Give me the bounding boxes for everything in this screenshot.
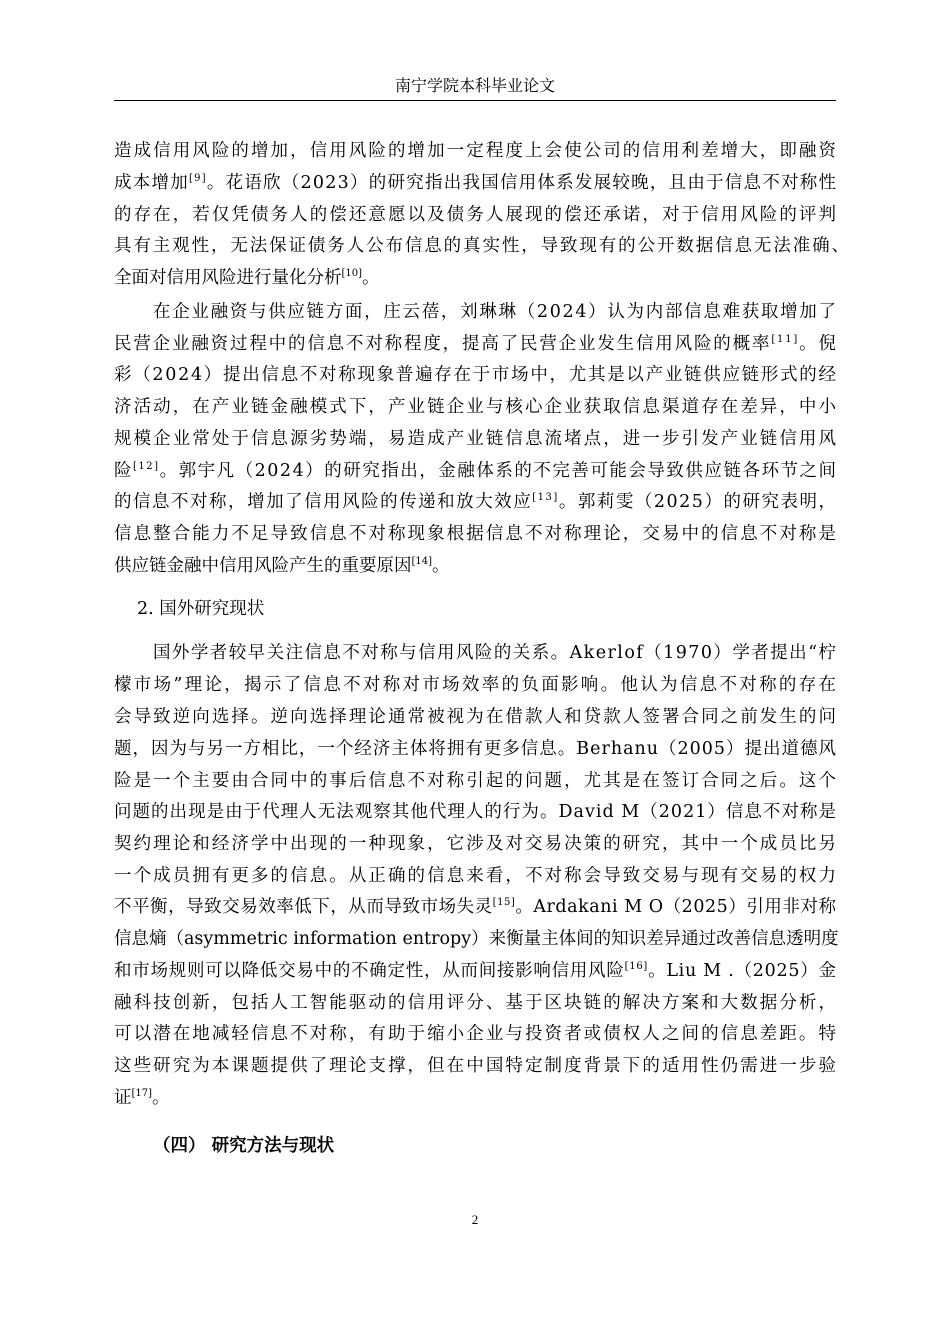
citation-ref: [11]	[771, 334, 800, 345]
citation-ref: [15]	[492, 897, 516, 908]
text-line	[114, 1055, 838, 1077]
text-line-content: 可以潜在地减轻信息不对称，有助于缩小企业与投资者或债权人之间的信息差距。特	[114, 1024, 839, 1044]
text-line	[114, 833, 838, 855]
text-line-content: 规模企业常处于信息源劣势端，易造成产业链信息流堵点，进一步引发产业链信用风	[114, 429, 839, 449]
text-line-content: 济活动，在产业链金融模式下，产业链企业与核心企业获取信息渠道存在差异，中小	[114, 397, 839, 417]
text-line-content: 民营企业融资过程中的信息不对称程度，提高了民营企业发生信用风险的概率	[114, 334, 772, 354]
header-divider	[114, 100, 836, 101]
citation-ref: [16]	[624, 961, 649, 972]
text-line-content: 问题的出现是由于代理人无法观察其他代理人的行为。David M（2021）信息不对称是	[114, 802, 838, 822]
text-line	[114, 364, 838, 386]
text-line	[114, 1023, 838, 1045]
text-line-content: 契约理论和经济学中出现的一种现象，它涉及对交易决策的研究，其中一个成员比另	[114, 834, 839, 854]
text-line-content: 融科技创新，包括人工智能驱动的信用评分、基于区块链的解决方案和大数据分析，	[114, 993, 839, 1013]
text-line-content: 的存在，若仅凭债务人的偿还意愿以及债务人展现的偿还承诺，对于信用风险的评判	[114, 205, 839, 225]
text-line-content: 证	[114, 1088, 132, 1108]
text-line	[114, 992, 838, 1014]
text-line	[114, 706, 838, 728]
text-line-continuation: 。郭莉雯（2025）的研究表明，	[558, 492, 838, 512]
text-line	[114, 204, 838, 226]
text-line	[114, 674, 838, 696]
text-line	[114, 396, 838, 418]
text-line-content: 的信息不对称，增加了信用风险的传递和放大效应	[114, 492, 533, 512]
text-line-content: 信息熵（asymmetric information entropy）来衡量主体间的知识差异通过改善信息透明度	[114, 929, 839, 949]
text-line	[114, 770, 838, 792]
text-line-content: 具有主观性，无法保证债务人公布信息的真实性，导致现有的公开数据信息无法准确、	[114, 236, 851, 256]
text-line	[114, 1087, 170, 1109]
citation-ref: [13]	[532, 492, 559, 503]
text-line	[114, 960, 837, 982]
text-line-content: 会导致逆向选择。逆向选择理论通常被视为在借款人和贷款人签署合同之前发生的问	[114, 707, 839, 727]
text-line-continuation: 。	[362, 268, 380, 288]
text-line	[114, 140, 838, 162]
text-line-continuation: 。	[152, 1088, 170, 1108]
text-line	[114, 865, 838, 887]
text-line-content: 不平衡，导致交易效率低下，从而导致市场失灵	[114, 897, 493, 917]
text-line	[114, 491, 838, 513]
text-line	[114, 333, 838, 355]
citation-ref: [9]	[188, 173, 207, 184]
text-line	[114, 738, 837, 760]
text-line-content: 檬市场”理论，揭示了信息不对称对市场效率的负面影响。他认为信息不对称的存在	[114, 675, 839, 695]
text-line	[114, 896, 837, 918]
text-line-content: 彩（2024）提出信息不对称现象普遍存在于市场中，尤其是以产业链供应链形式的经	[114, 365, 838, 385]
text-line-content: 造成信用风险的增加，信用风险的增加一定程度上会使公司的信用利差增大，即融资	[114, 141, 839, 161]
text-line-continuation: 。郭宇凡（2024）的研究指出，金融体系的不完善可能会导致供应链各环节之间	[159, 461, 838, 481]
text-line-content: 信息整合能力不足导致信息不对称现象根据信息不对称理论，交易中的信息不对称是	[114, 524, 839, 544]
text-line-content: 这些研究为本课题提供了理论支撑，但在中国特定制度背景下的适用性仍需进一步验	[114, 1056, 839, 1076]
text-line-continuation: 。	[432, 556, 450, 576]
text-line	[114, 555, 450, 577]
text-line	[153, 301, 838, 323]
text-line	[114, 428, 838, 450]
page-number: 2	[471, 1212, 479, 1227]
text-line-content: 供应链金融中信用风险产生的重要原因	[114, 556, 412, 576]
text-line	[114, 523, 838, 545]
text-line	[114, 172, 837, 194]
text-line	[114, 235, 851, 257]
text-line-content: 国外学者较早关注信息不对称与信用风险的关系。Akerlof（1970）学者提出“柠	[153, 643, 838, 663]
text-line	[114, 267, 380, 289]
text-line	[114, 460, 838, 482]
text-line-content: （四） 研究方法与现状	[153, 1136, 335, 1156]
page-header-title: 南宁学院本科毕业论文	[394, 76, 555, 95]
text-line-content: 题，因为与另一方相比，一个经济主体将拥有更多信息。Berhanu（2005）提出道德风	[114, 739, 837, 759]
text-line	[114, 928, 839, 950]
text-line-continuation: 。倪	[799, 334, 838, 354]
text-line-content: 和市场规则可以降低交易中的不确定性，从而间接影响信用风险	[114, 961, 625, 981]
citation-ref: [12]	[133, 461, 160, 472]
text-line-content: 2. 国外研究现状	[137, 599, 265, 619]
section-heading	[153, 1135, 334, 1157]
text-line-content: 险	[114, 461, 134, 481]
citation-ref: [14]	[411, 556, 433, 567]
text-line-content: 险是一个主要由合同中的事后信息不对称引起的问题，尤其是在签订合同之后。这个	[114, 771, 839, 791]
text-line-content: 全面对信用风险进行量化分析	[114, 268, 342, 288]
text-line-continuation: 。Liu M .（2025）金	[648, 961, 837, 981]
text-line	[137, 598, 264, 620]
citation-ref: [10]	[341, 268, 363, 279]
text-line-content: 一个成员拥有更多的信息。从正确的信息来看，不对称会导致交易与现有交易的权力	[114, 866, 839, 886]
text-line	[114, 801, 837, 823]
text-line-continuation: 。Ardakani M O（2025）引用非对称	[515, 897, 837, 917]
text-line-continuation: 。花语欣（2023）的研究指出我国信用体系发展较晚，且由于信息不对称性	[206, 173, 838, 193]
text-line-content: 成本增加	[114, 173, 189, 193]
citation-ref: [17]	[131, 1088, 153, 1099]
text-line-content: 在企业融资与供应链方面，庄云蓓，刘琳琳（2024）认为内部信息难获取增加了	[153, 302, 838, 322]
text-line	[153, 642, 837, 664]
